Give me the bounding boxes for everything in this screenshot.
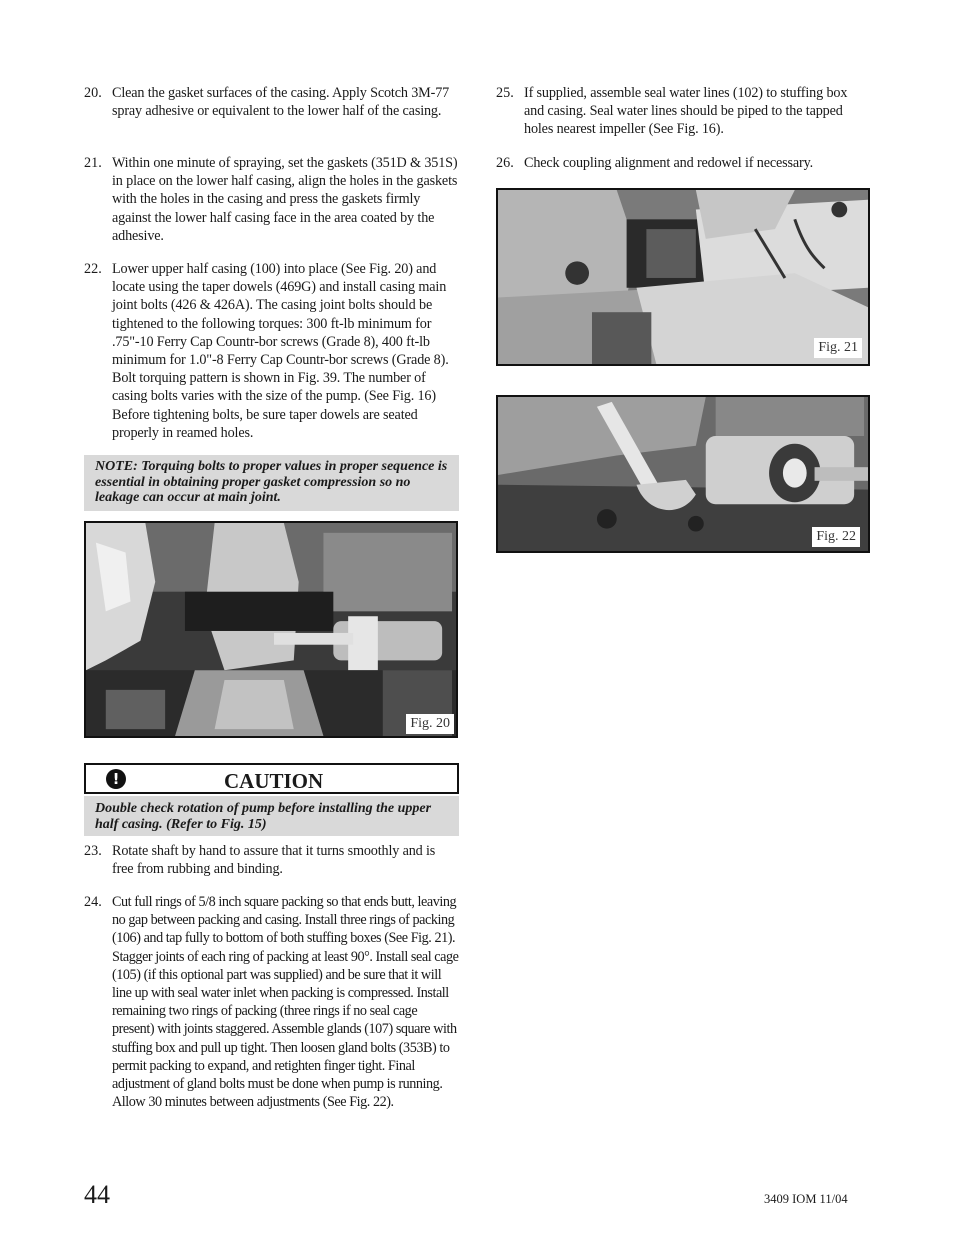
step-text: Rotate shaft by hand to assure that it turns smoothly and is free from rubbing and binding. <box>112 843 436 878</box>
caution-header <box>84 763 459 794</box>
step-number: 26. <box>496 155 514 171</box>
step-text: Check coupling alignment and redowel if necessary. <box>524 155 814 171</box>
page-number: 44 <box>84 1180 110 1209</box>
figure-22-photo <box>496 395 870 553</box>
torque-note: NOTE: Torquing bolts to proper values in proper sequence is essential in obtaining proper gasket compression so no leakage can occur at main joint. <box>84 455 459 511</box>
step-26 <box>496 154 870 172</box>
figure-21-label: Fig. 21 <box>814 338 862 358</box>
step-text: Cut full rings of 5/8 inch square packing so that ends butt, leaving no gap between packing and casing. Install three rings of packing (106) and tap fully to bottom of both stuffing boxes (See Fig. 21). Stagger joints of each ring of packing at least 90°. Install seal cage (105) (if this optional part was supplied) and be sure that it will line up with seal water inlet when packing is compressed. Install remaining two rings of packing (three rings if no seal cage present) with joints staggered. Assemble glands (107) square with stuffing box and pull up tight. Then loosen gland bolts (353B) to permit packing to expand, and retighten finger tight. Final adjustment of gland bolts must be done when pump is running. Allow 30 minutes between adjustments (See Fig. 22). <box>112 894 459 1111</box>
step-21 <box>84 154 459 245</box>
caution-title: CAUTION <box>224 769 324 793</box>
step-number: 24. <box>84 894 102 910</box>
figure-21-photo <box>496 188 870 366</box>
figure-20-photo <box>84 521 458 738</box>
step-25 <box>496 84 870 139</box>
figure-20-label: Fig. 20 <box>406 714 454 734</box>
step-24 <box>84 893 461 1111</box>
packing-install-image <box>498 190 868 364</box>
step-number: 21. <box>84 155 102 171</box>
step-text: Within one minute of spraying, set the gaskets (351D & 351S) in place on the lower half casing, align the holes in the gaskets with the holes in the casing and press the gaskets firmly against the lower half casing face in the area coated by the adhesive. <box>112 155 458 244</box>
step-text: Clean the gasket surfaces of the casing. Apply Scotch 3M-77 spray adhesive or equivalent to the lower half of the casing. <box>112 85 450 120</box>
step-number: 23. <box>84 843 102 859</box>
document-id: 3409 IOM 11/04 <box>764 1192 848 1206</box>
caution-text: Double check rotation of pump before installing the upper half casing. (Refer to Fig. 15) <box>84 796 459 836</box>
step-22 <box>84 260 461 442</box>
figure-22-label: Fig. 22 <box>812 527 860 547</box>
pump-casing-image <box>86 523 456 736</box>
step-number: 20. <box>84 85 102 101</box>
step-number: 22. <box>84 261 102 277</box>
step-23 <box>84 842 459 878</box>
step-20 <box>84 84 459 120</box>
step-text: Lower upper half casing (100) into place (See Fig. 20) and locate using the taper dowels (469G) and install casing main joint bolts (426 & 426A). The casing joint bolts should be tightened to the following torques: 300 ft-lb minimum for .75"-10 Ferry Cap Countr-bor screws (Grade 8), 400 ft-lb minimum for 1.0"-8 Ferry Cap Countr-bor screws (Grade 8). Bolt torquing pattern is shown in Fig. 39. The number of casing bolts varies with the size of the pump. (See Fig. 16) Before tightening bolts, be sure taper dowels are seated properly in reamed holes. <box>112 261 449 441</box>
step-number: 25. <box>496 85 514 101</box>
exclamation-icon: ! <box>106 769 126 789</box>
step-text: If supplied, assemble seal water lines (102) to stuffing box and casing. Seal water lines should be piped to the tapped holes nearest impeller (See Fig. 16). <box>524 85 848 138</box>
